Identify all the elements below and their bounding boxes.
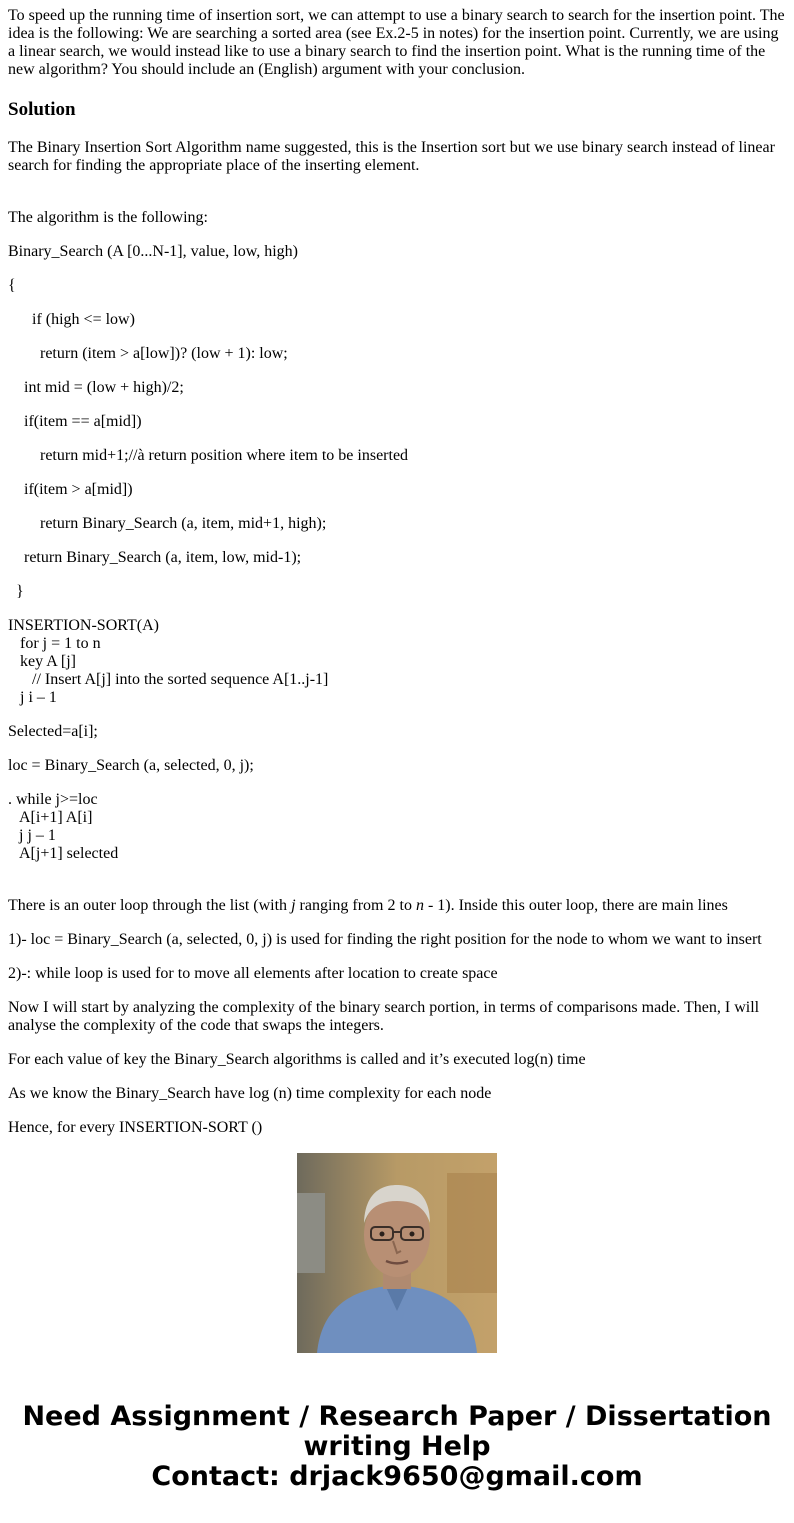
- binary-search-signature: Binary_Search (A [0...N-1], value, low, high): [8, 243, 298, 260]
- algorithm-intro: The algorithm is the following:: [8, 209, 208, 226]
- solution-heading: Solution: [8, 99, 76, 120]
- author-portrait-icon: [297, 1153, 497, 1353]
- outer-loop-paragraph: There is an outer loop through the list (with j ranging from 2 to n - 1). Inside this outer loop, there are main lines: [8, 897, 728, 914]
- while-body-line: j j – 1: [19, 827, 56, 844]
- while-line: . while j>=loc: [8, 791, 98, 808]
- while-body-line: A[i+1] A[i]: [19, 809, 93, 826]
- selected-line: Selected=a[i];: [8, 723, 98, 740]
- binary-search-line: if(item == a[mid]): [24, 413, 142, 430]
- complexity-paragraph: Now I will start by analyzing the complexity of the binary search portion, in terms of comparisons made. Then, I will analyse the complexity of the code that swaps the integers.: [8, 999, 760, 1034]
- promo-line: writing Help: [303, 1431, 491, 1462]
- binary-search-line: return Binary_Search (a, item, mid+1, high);: [40, 515, 327, 532]
- binary-search-open-brace: {: [8, 277, 16, 294]
- insertion-sort-line: j i – 1: [20, 689, 57, 706]
- point-2: 2)-: while loop is used for to move all elements after location to create space: [8, 965, 498, 982]
- binary-search-close-brace: }: [16, 583, 24, 600]
- insertion-sort-line: key A [j]: [20, 653, 76, 670]
- loc-line: loc = Binary_Search (a, selected, 0, j);: [8, 757, 254, 774]
- cut-off-paragraph: Hence, for every INSERTION-SORT (): [8, 1119, 263, 1136]
- binary-search-line: return (item > a[low])? (low + 1): low;: [40, 345, 288, 362]
- author-photo: [297, 1153, 497, 1353]
- binary-search-line: return mid+1;//à return position where item to be inserted: [40, 447, 409, 464]
- insertion-sort-line: for j = 1 to n: [20, 635, 101, 652]
- promo-banner: [0, 1402, 794, 1492]
- as-we-know-paragraph: As we know the Binary_Search have log (n) time complexity for each node: [8, 1085, 492, 1102]
- binary-search-line: if(item > a[mid]): [24, 481, 133, 498]
- point-1: 1)- loc = Binary_Search (a, selected, 0, j) is used for finding the right position for the node to whom we want to insert: [8, 931, 762, 948]
- binary-search-line: if (high <= low): [32, 311, 135, 328]
- promo-contact: Contact: drjack9650@gmail.com: [151, 1461, 643, 1492]
- binary-search-line: return Binary_Search (a, item, low, mid-1);: [24, 549, 302, 566]
- intro-paragraph: The Binary Insertion Sort Algorithm name suggested, this is the Insertion sort but we use binary search instead of linear search for finding the appropriate place of the inserting element.: [8, 139, 775, 174]
- binary-search-line: int mid = (low + high)/2;: [24, 379, 184, 396]
- while-body-line: A[j+1] selected: [19, 845, 119, 862]
- promo-line: Need Assignment / Research Paper / Dissertation: [22, 1401, 772, 1432]
- insertion-sort-name: INSERTION-SORT(A): [8, 617, 159, 634]
- each-key-paragraph: For each value of key the Binary_Search algorithms is called and it’s executed log(n) time: [8, 1051, 586, 1068]
- insertion-sort-line: // Insert A[j] into the sorted sequence A[1..j-1]: [32, 671, 329, 688]
- question-text: To speed up the running time of insertion sort, we can attempt to use a binary search to search for the insertion point. The idea is the following: We are searching a sorted area (see Ex.2-5 in notes) for the insertion point. Currently, we are using a linear search, we would instead like to use a binary search to find the insertion point. What is the running time of the new algorithm? You should include an (English) argument with your conclusion.: [8, 7, 785, 78]
- solution-content: [8, 7, 788, 1136]
